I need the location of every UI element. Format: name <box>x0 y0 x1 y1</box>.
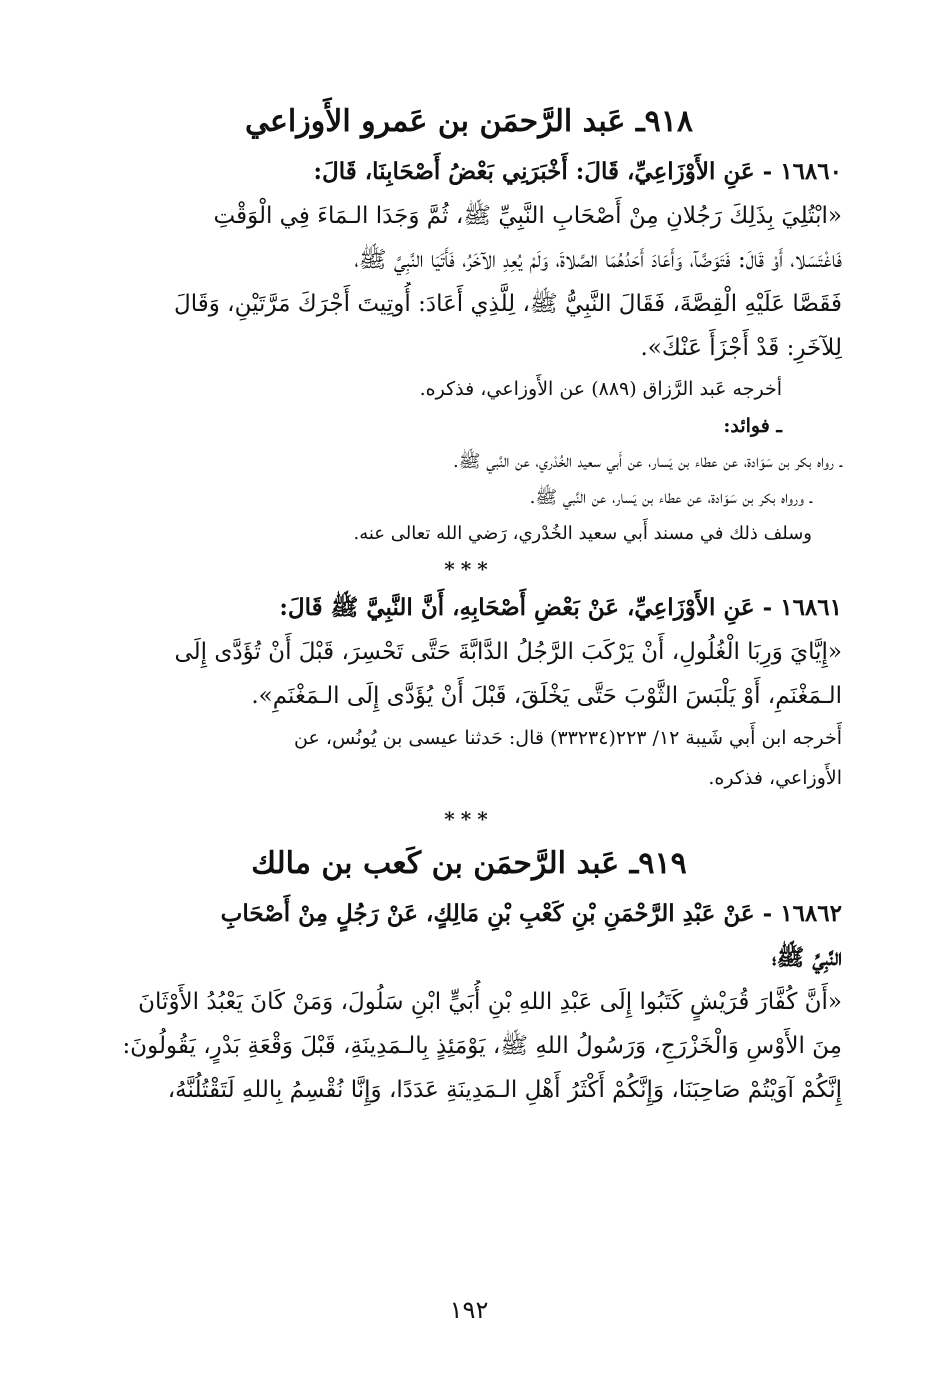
hadith-16860-text <box>96 194 842 370</box>
fawaid-title: ـ فوائد: <box>723 415 782 437</box>
text-line: «أَنَّ كُفَّارَ قُرَيْشٍ كَتَبُوا إِلَى عَبْدِ اللهِ بْنِ أُبَيٍّ ابْنِ سَلُولَ، وَمَنْ كَانَ يَعْبُدُ الأَوْثَانَ <box>138 989 842 1015</box>
text-line: «إِيَّايَ وَرِبَا الْغُلُولِ، أَنْ يَرْكَبَ الرَّجُلُ الدَّابَّةَ حَتَّى تَحْسِرَ، قَبْلَ أَنْ تُؤَدَّى إِلَى <box>174 639 842 665</box>
section-divider: *** <box>444 807 494 831</box>
section-divider: *** <box>444 557 494 581</box>
hadith-16861-head: ١٦٨٦١ - عَنِ الأَوْزَاعِيِّ، عَنْ بَعْضِ أَصْحَابِهِ، أَنَّ النَّبِيَّ ﷺ قَالَ: <box>279 594 842 621</box>
text-line: فَقَصَّا عَلَيْهِ الْقِصَّةَ، فَقَالَ النَّبِيُّ ﷺ، لِلَّذِي أَعَادَ: أُوتِيتَ أَجْرَكَ مَرَّتَيْنِ، وَقَالَ <box>174 291 842 317</box>
chapter-heading-918: ٩١٨ـ عَبد الرَّحمَن بن عَمرو الأَوزاعي <box>245 104 693 139</box>
text-line: لِلآخَرِ: قَدْ أَجْزَأَ عَنْكَ». <box>640 335 842 361</box>
text-line: «ابْتُلِيَ بِذَلِكَ رَجُلانِ مِنْ أَصْحَابِ النَّبِيِّ ﷺ، ثُمَّ وَجَدَا الـمَاءَ فِي الْوَقْتِ <box>213 203 842 229</box>
text-line: الأَوزاعي، فذكره. <box>708 767 842 789</box>
fawaid-note: ـ رواه بكر بن سَوَادة، عن عطاء بن يَسار، عن أَبي سعيد الخُدْري، عن النَّبي ﷺ. <box>453 451 842 472</box>
hadith-16860-head: ١٦٨٦٠ - عَنِ الأَوْزَاعِيِّ، قَالَ: أَخْبَرَنِي بَعْضُ أَصْحَابِنَا، قَالَ: <box>313 158 842 185</box>
page-number: ١٩٢ <box>449 1296 489 1324</box>
text-line: الـمَغْنَمِ، أَوْ يَلْبَسَ الثَّوْبَ حَتَّى يَخْلَقَ، قَبْلَ أَنْ يُؤَدَّى إِلَى الـمَغْنَمِ». <box>251 683 842 709</box>
hadith-16860-takhrij: أخرجه عَبد الرَّزاق (٨٨٩) عن الأَوزاعي، فذكره. <box>419 378 782 400</box>
text-line: النَّبِيِّ ﷺ؛ <box>771 944 842 971</box>
fawaid-note: ـ ورواه بكر بن سَوَادة، عن عطاء بن يَسار، عن النَّبي ﷺ. <box>529 487 812 508</box>
text-line: إِنَّكُمْ آوَيْتُمْ صَاحِبَنَا، وَإِنَّكُمْ أَكْثَرُ أَهْلِ الـمَدِينَةِ عَدَدًا، وَإِنَّا نُقْسِمُ بِاللهِ لَتَقْتُلُنَّهُ، <box>167 1077 842 1103</box>
document-page <box>96 100 842 1340</box>
hadith-16862-text <box>96 980 842 1112</box>
text-line: فَاغْتَسَلا، أَوْ قَالَ: فَتَوَضَّآ، وَأَعَادَ أَحَدُهُمَا الصَّلاةَ، وَلَمْ يُعِدِ الآخَرُ، فَأَتَيَا النَّبِيَّ ﷺ، <box>354 247 842 273</box>
text-line: مِنَ الأَوْسِ وَالْخَزْرَجِ، وَرَسُولُ اللهِ ﷺ، يَوْمَئِذٍ بِالـمَدِينَةِ، قَبْلَ وَقْعَةِ بَدْرٍ، يَقُولُونَ: <box>122 1033 842 1059</box>
hadith-16861-text <box>96 630 842 718</box>
hadith-16862-head <box>96 892 842 980</box>
chapter-heading-919: ٩١٩ـ عَبد الرَّحمَن بن كَعب بن مالك <box>251 846 687 881</box>
fawaid-note: وسلف ذلك في مسند أَبي سعيد الخُدْري، رَضي الله تعالى عنه. <box>353 523 812 544</box>
text-line: ١٦٨٦٢ - عَنْ عَبْدِ الرَّحْمَنِ بْنِ كَعْبِ بْنِ مَالِكٍ، عَنْ رَجُلٍ مِنْ أَصْحَابِ <box>220 900 842 927</box>
hadith-16861-takhrij <box>96 718 842 798</box>
text-line: أَخرجه ابن أَبي شَيبة ١٢/ ٢٢٣(٣٣٢٣٤) قال: حَدثنا عيسى بن يُونُس، عن <box>294 727 842 749</box>
